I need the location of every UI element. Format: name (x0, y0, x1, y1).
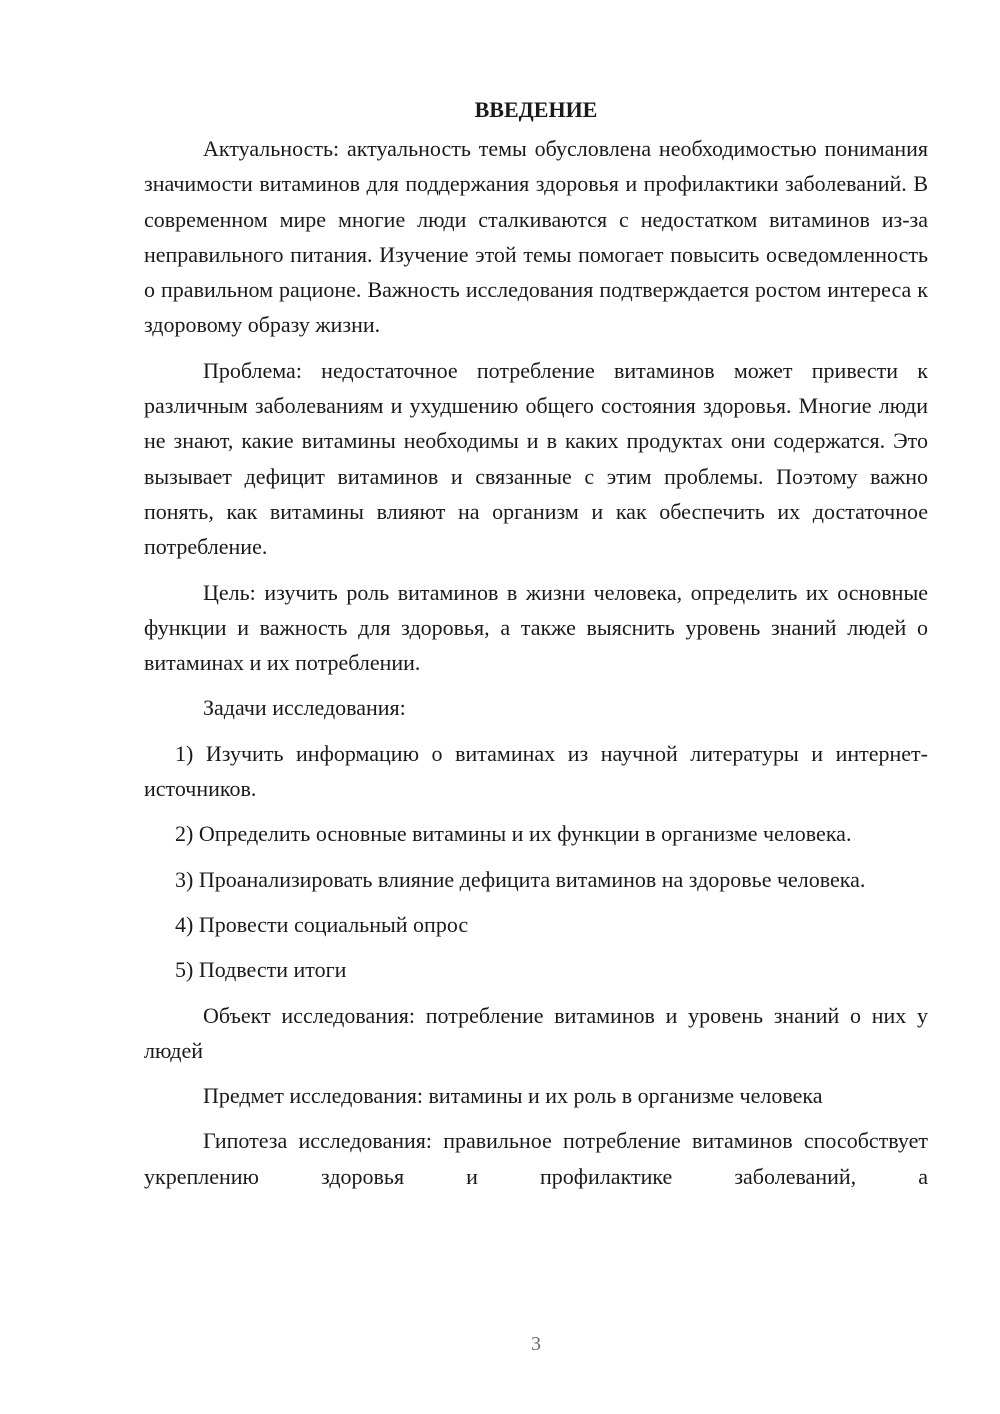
task-item-4: 4) Провести социальный опрос (175, 911, 469, 937)
relevance-paragraph: Актуальность: актуальность темы обусловлена необходимостью понимания значимости витаминов для поддержания здоровья и профилактики заболеваний. В современном мире многие люди сталкиваются с недостатком витаминов из-за неправильного питания. Изучение этой темы помогает повысить осведомленность о правильном рационе. Важность исследования подтверждается ростом интереса к здоровому образу жизни. (144, 136, 928, 338)
task-item-5: 5) Подвести итоги (175, 957, 347, 983)
section-heading: ВВЕДЕНИЕ (474, 97, 598, 122)
task-item-1: 1) Изучить информацию о витаминах из научной литературы и интернет-источников. (144, 740, 928, 802)
hypothesis-paragraph: Гипотеза исследования: правильное потребление витаминов способствует укреплению здоровья и профилактике заболеваний, а (144, 1128, 928, 1189)
page-number: 3 (531, 1333, 541, 1355)
tasks-title: Задачи исследования: (203, 695, 406, 721)
object-paragraph: Объект исследования: потребление витаминов и уровень знаний о них у людей (144, 1002, 928, 1063)
subject-paragraph: Предмет исследования: витамины и их роль в организме человека (203, 1083, 823, 1109)
task-item-2: 2) Определить основные витамины и их функции в организме человека. (175, 821, 852, 847)
task-item-3: 3) Проанализировать влияние дефицита витаминов на здоровье человека. (175, 866, 866, 892)
problem-paragraph: Проблема: недостаточное потребление витаминов может привести к различным заболеваниям и ухудшению общего состояния здоровья. Многие люди не знают, какие витамины необходимы и в каких продуктах они содержатся. Это вызывает дефицит витаминов и связанные с этим проблемы. Поэтому важно понять, как витамины влияют на организм и как обеспечить их достаточное потребление. (144, 357, 928, 560)
goal-paragraph: Цель: изучить роль витаминов в жизни человека, определить их основные функции и важность для здоровья, а также выяснить уровень знаний людей о витаминах и их потреблении. (144, 579, 928, 676)
page-content (144, 92, 928, 1194)
